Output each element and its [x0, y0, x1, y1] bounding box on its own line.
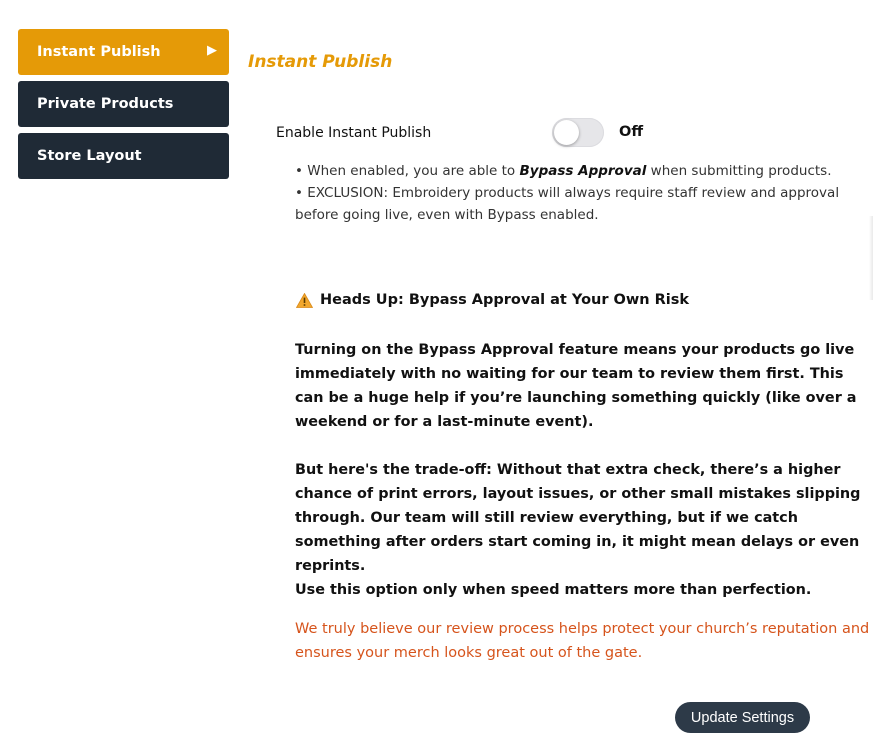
sidebar-item-store-layout[interactable] [18, 133, 229, 179]
bypass-approval-emphasis: Bypass Approval [519, 163, 647, 179]
sidebar-item-instant-publish[interactable] [18, 29, 229, 75]
edge-shadow [869, 216, 873, 300]
toggle-state-text: Off [619, 124, 644, 140]
review-process-note: We truly believe our review process helps protect your church’s reputation and ensures your merch looks great out of the gate. [295, 621, 870, 661]
play-arrow-icon: ▶ [207, 43, 217, 58]
warning-paragraph-2: But here's the trade-off: Without that extra check, there’s a higher chance of print errors, layout issues, or other small mistakes slipping through. Our team will still review everything, but if we catch something after orders start coming in, it might mean delays or even reprints. [295, 462, 861, 574]
bullet-bypass: • When enabled, you are able to Bypass Approval when submitting products. [295, 163, 832, 179]
page-title: Instant Publish [248, 52, 393, 72]
sidebar-item-label: Instant Publish [37, 44, 161, 60]
sidebar-item-label: Store Layout [37, 148, 142, 164]
warning-triangle-icon [296, 293, 313, 308]
sidebar-item-private-products[interactable] [18, 81, 229, 127]
warning-heading-text: Heads Up: Bypass Approval at Your Own Risk [320, 292, 690, 308]
sidebar-item-label: Private Products [37, 96, 174, 112]
warning-heading [296, 292, 689, 308]
update-settings-button[interactable]: Update Settings [675, 702, 810, 733]
instant-publish-toggle[interactable] [552, 118, 604, 147]
bullet-exclusion: • EXCLUSION: Embroidery products will always require staff review and approval before going live, even with Bypass enabled. [295, 185, 840, 223]
setting-description [295, 160, 860, 226]
warning-paragraph-3: Use this option only when speed matters more than perfection. [295, 582, 812, 598]
warning-paragraph-1: Turning on the Bypass Approval feature means your products go live immediately with no waiting for our team to review them first. This can be a huge help if you’re launching something quickly (like over a weekend or for a last-minute event). [295, 342, 857, 430]
toggle-knob [554, 120, 579, 145]
enable-instant-publish-label: Enable Instant Publish [276, 125, 432, 141]
